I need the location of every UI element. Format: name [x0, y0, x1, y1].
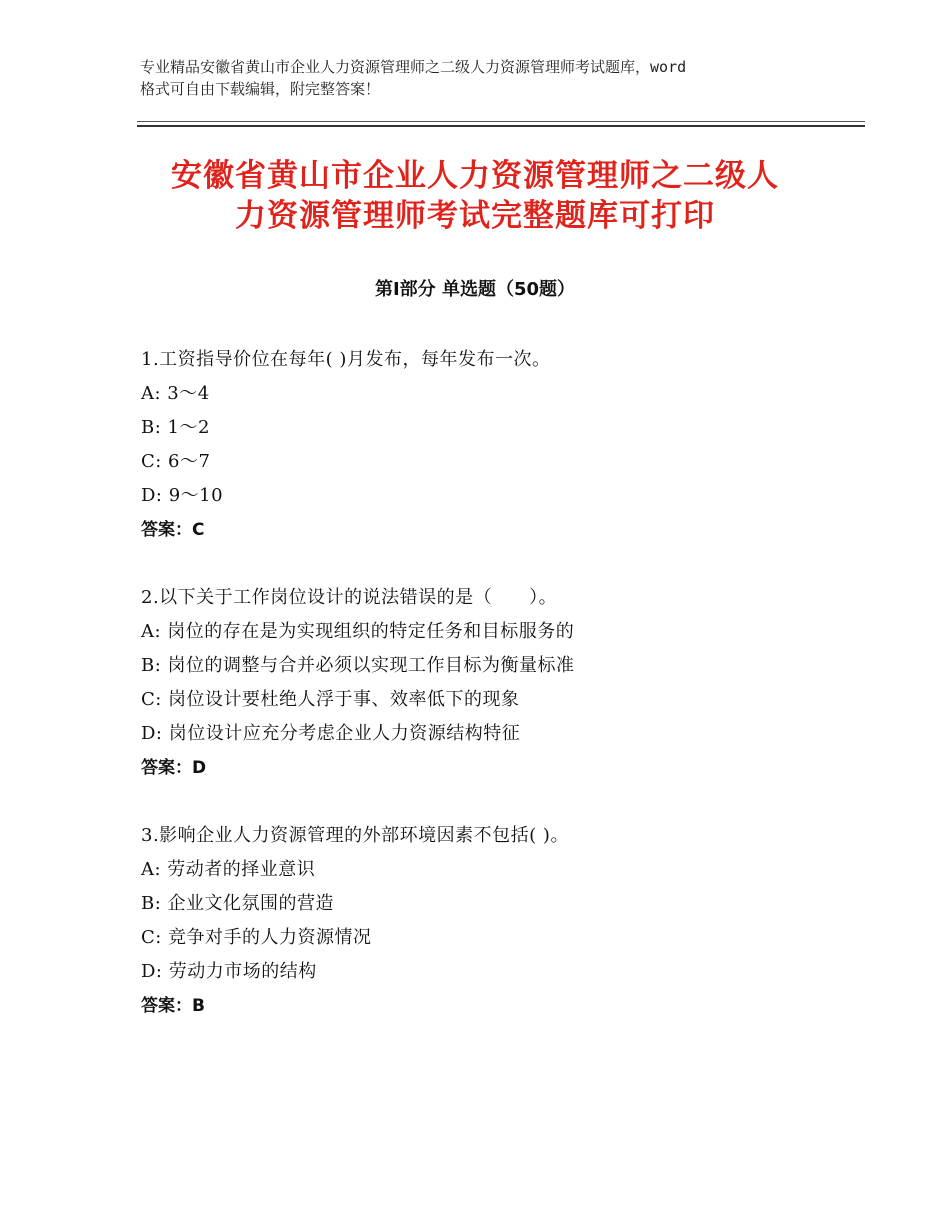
question-stem: 2.以下关于工作岗位设计的说法错误的是（ ）。: [141, 587, 558, 608]
header-divider-thick: [137, 125, 865, 127]
option-c: C: 6～7: [141, 451, 211, 472]
option-a: A: 3～4: [141, 383, 210, 404]
header-note: [140, 56, 830, 100]
option-d: D: 9～10: [141, 485, 224, 506]
option-b: B: 企业文化氛围的营造: [141, 893, 335, 914]
document-title: [100, 156, 850, 236]
question-3: [141, 819, 861, 1023]
option-c: C: 竞争对手的人力资源情况: [141, 927, 372, 948]
option-d: D: 劳动力市场的结构: [141, 961, 317, 982]
header-divider-thin: [137, 121, 865, 122]
answer-line: 答案：B: [141, 996, 205, 1016]
document-title-line-2: 力资源管理师考试完整题库可打印: [235, 198, 715, 234]
question-list: [141, 343, 861, 1057]
question-stem: 1.工资指导价位在每年( )月发布，每年发布一次。: [141, 349, 551, 370]
answer-line: 答案：D: [141, 758, 207, 778]
header-note-line-2: 格式可自由下载编辑，附完整答案！: [140, 80, 381, 98]
question-1: [141, 343, 861, 547]
question-2: [141, 581, 861, 785]
option-b: B: 岗位的调整与合并必须以实现工作目标为衡量标准: [141, 655, 575, 676]
option-a: A: 劳动者的择业意识: [141, 859, 316, 880]
option-a: A: 岗位的存在是为实现组织的特定任务和目标服务的: [141, 621, 575, 642]
answer-line: 答案：C: [141, 520, 205, 540]
header-note-line-1: 专业精品安徽省黄山市企业人力资源管理师之二级人力资源管理师考试题库，word: [140, 58, 687, 76]
option-b: B: 1～2: [141, 417, 210, 438]
section-heading: 第Ⅰ部分 单选题（50题）: [374, 279, 575, 300]
question-stem: 3.影响企业人力资源管理的外部环境因素不包括( )。: [141, 825, 569, 846]
option-c: C: 岗位设计要杜绝人浮于事、效率低下的现象: [141, 689, 520, 710]
document-title-line-1: 安徽省黄山市企业人力资源管理师之二级人: [171, 158, 779, 194]
option-d: D: 岗位设计应充分考虑企业人力资源结构特征: [141, 723, 521, 744]
